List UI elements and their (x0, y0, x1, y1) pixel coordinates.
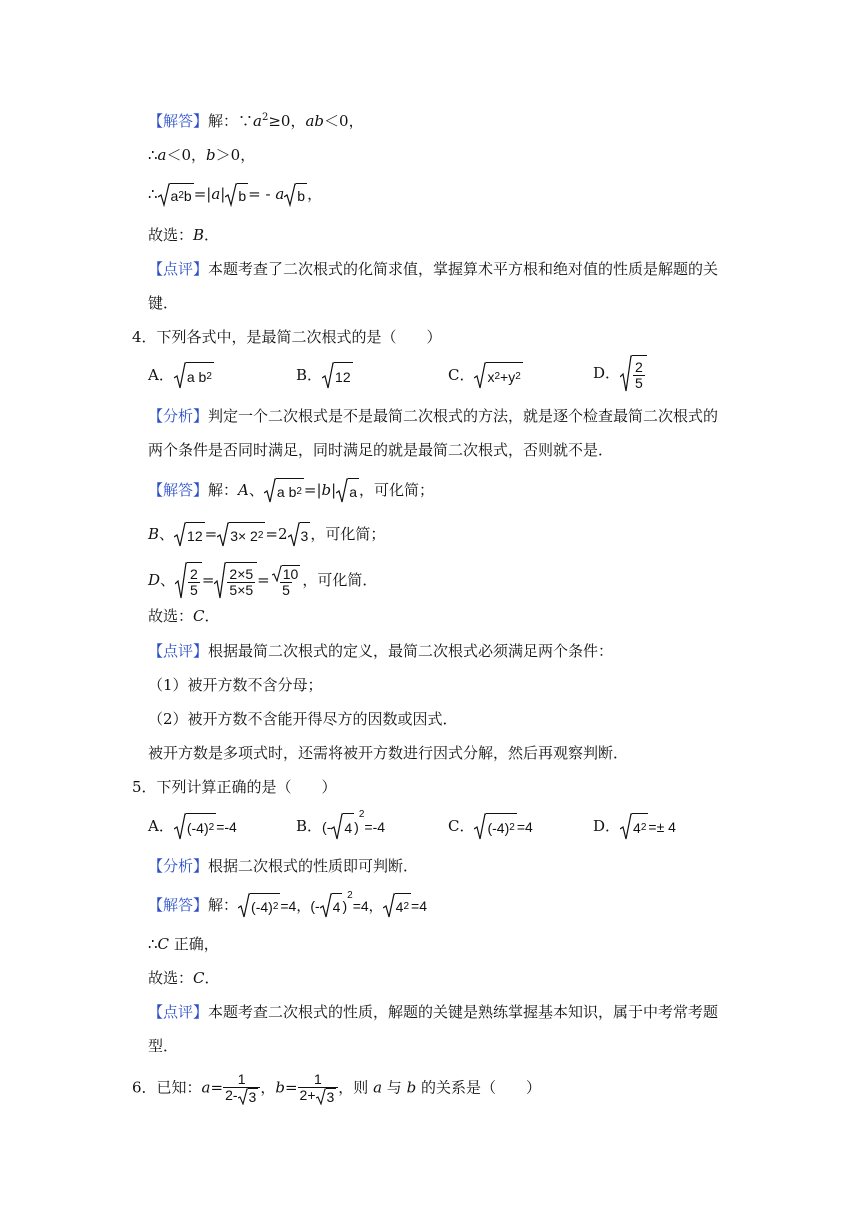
q4-comment: 【点评】根据最简二次根式的定义，最简二次根式必须满足两个条件： (148, 642, 614, 660)
q6-stem: 6．已知：a= 1 2- 3 ，b= 1 2+ 3 ，则 a 与 b 的关系是（ ） (132, 1071, 541, 1105)
q5-stem: 5．下列计算正确的是（ ） (132, 778, 337, 796)
q5-conclusion: ∴C 正确， (148, 935, 219, 953)
q4-option-a: A． a b 2 (148, 362, 214, 390)
q5-comment-cont: 型． (148, 1037, 179, 1055)
q5-analysis: 【分析】根据二次根式的性质即可判断． (148, 857, 419, 875)
sqrt-a2b: a 2 b (158, 183, 194, 207)
q3-line2: ∴a＜0，b＞0， (148, 146, 256, 164)
q3-comment-cont: 键． (148, 294, 179, 312)
q4-extra: 被开方数是多项式时，还需将被开方数进行因式分解，然后再观察判断． (148, 744, 629, 762)
q4-solve-d: D、 $\frac{2}{5}$ = $\frac{2\times 5}{5\times 5}$ = $\frac{10}{5}$ ，可化简． (148, 562, 377, 600)
q4-analysis-cont: 两个条件是否同时满足，同时满足的就是最简二次根式，否则就不是． (148, 441, 614, 459)
comment-tag: 【点评】 (148, 260, 209, 278)
q5-option-d: D． 4 2 =± 4 (593, 813, 676, 841)
q4-option-c: C． x 2 +y 2 (448, 362, 523, 390)
q5-solve: 【解答】解： (-4) 2 =4，(- 4 ) 2 =4， 4 2 =4 (148, 893, 427, 919)
q4-cond1: （1）被开方数不含分母； (148, 676, 323, 694)
q4-analysis: 【分析】判定一个二次根式是不是最简二次根式的方法，就是逐个检查最简二次根式的 (148, 407, 719, 425)
q5-option-c: C． (-4) 2 =4 (448, 813, 533, 841)
q4-option-b: B． 12 (296, 362, 353, 390)
q3-choice: 故选：B． (148, 226, 220, 244)
q4-cond2: （2）被开方数不含能开得尽方的因数或因式． (148, 710, 458, 728)
q3-comment: 【点评】本题考查了二次根式的化简求值，掌握算术平方根和绝对值的性质是解题的关 (148, 260, 719, 278)
answer-tag: 【解答】 (148, 112, 209, 130)
q5-comment: 【点评】本题考查二次根式的性质，解题的关键是熟练掌握基本知识，属于中考常考题 (148, 1003, 719, 1021)
q4-option-d: D． $\frac{2}{5}$ (593, 355, 647, 393)
q5-option-b: B．(- 4 ) 2 =-4 (296, 813, 385, 841)
q3-line3: ∴ a 2 b =|a| b = - a b ， (148, 183, 322, 207)
q5-option-a: A． (-4) 2 =-4 (148, 813, 237, 841)
q4-choice: 故选：C． (148, 607, 220, 625)
q4-solve-a: 【解答】解：A、 a b 2 =|b| a ，可化简； (148, 478, 434, 504)
q4-stem: 4．下列各式中，是最简二次根式的是（ ） (132, 328, 442, 346)
q5-choice: 故选：C． (148, 969, 220, 987)
q3-solve-line: 【解答】解：$\because a^2\ge 0$，ab＜0， (148, 112, 364, 130)
q4-solve-b: B、 12 = 3× 2 2 =2 3 ，可化简； (148, 522, 385, 548)
